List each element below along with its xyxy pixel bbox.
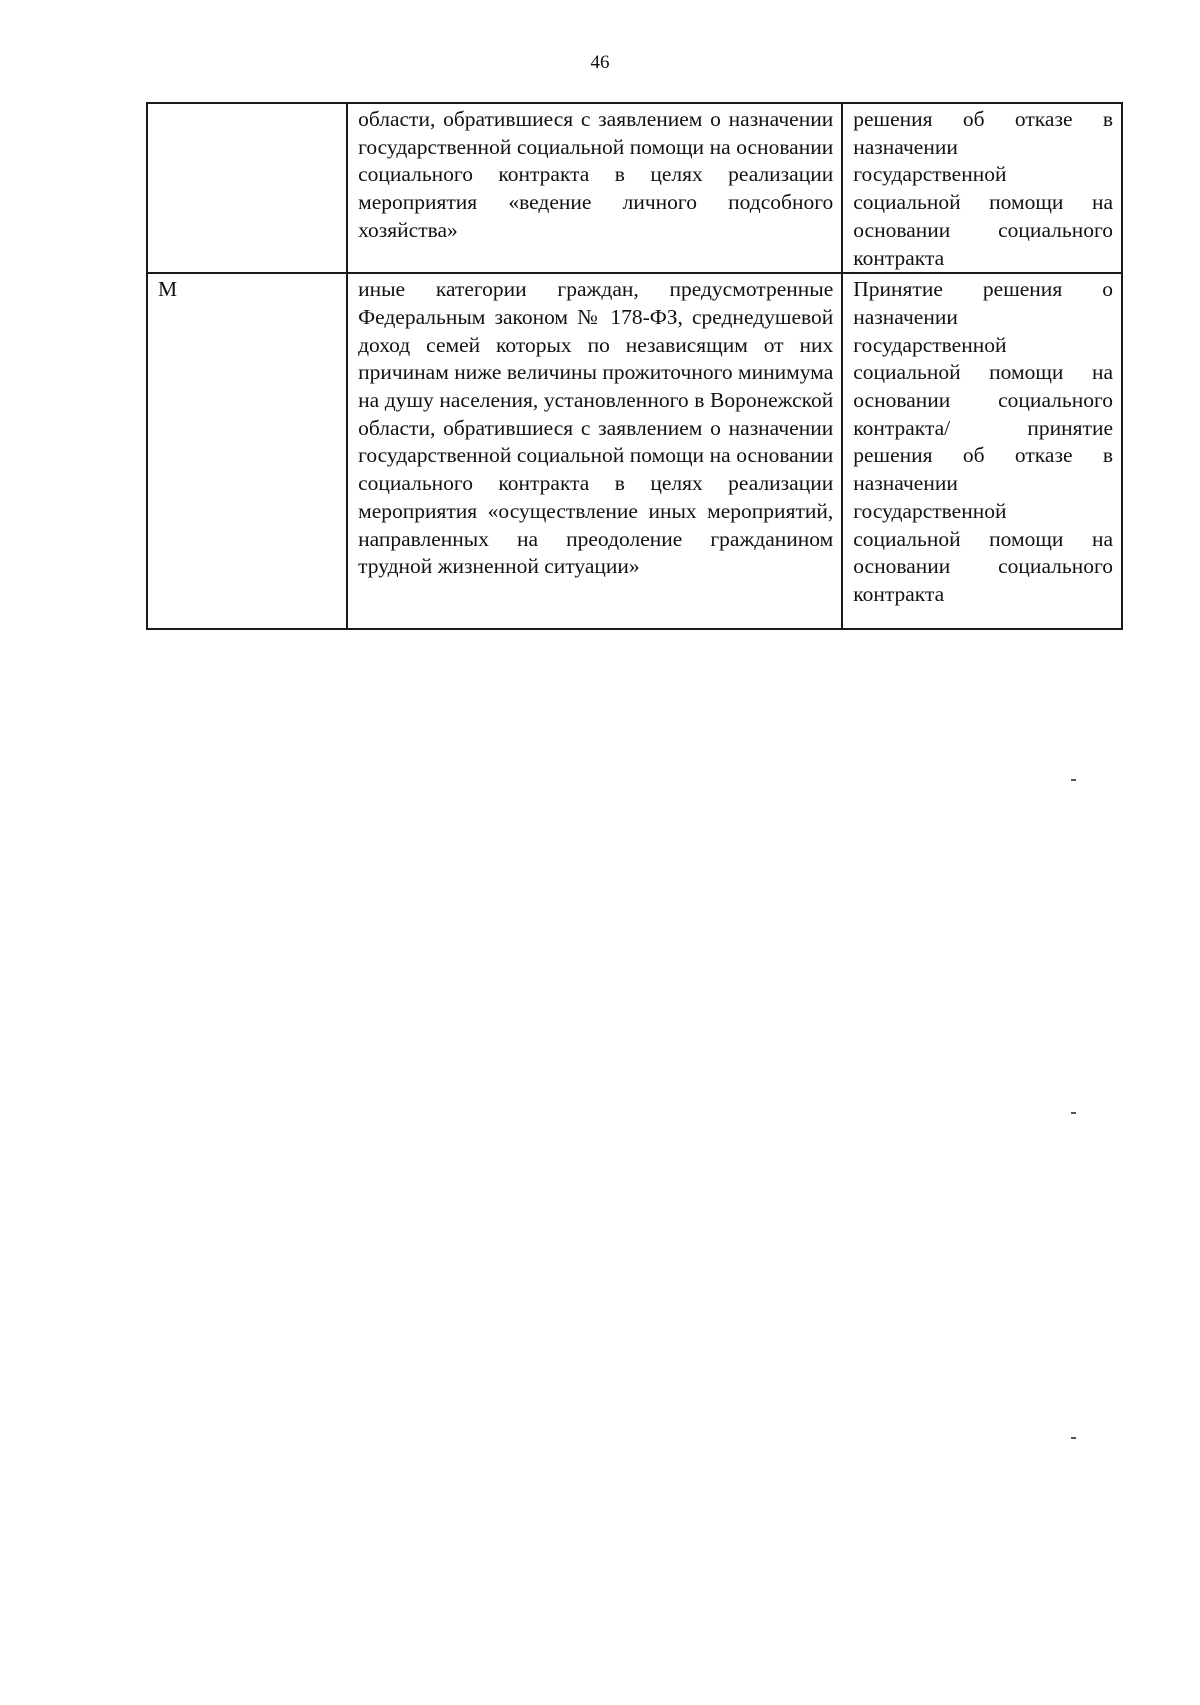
table-row	[147, 273, 1122, 629]
category-code-cell	[147, 103, 347, 273]
category-code-cell: М	[147, 273, 347, 629]
table-row	[147, 103, 1122, 273]
decision-result-cell: Принятие решения о назначении государственной социальной помощи на основании социального контракта/ принятие решения об отказе в назначении государственной социальной помощи на основании социального контракта	[842, 273, 1122, 629]
scan-speck	[1071, 1437, 1076, 1439]
category-description-cell: области, обратившиеся с заявлением о назначении государственной социальной помощи на основании социального контракта в целях реализации мероприятия «ведение личного подсобного хозяйства»	[347, 103, 842, 273]
document-table	[146, 102, 1123, 630]
decision-result-cell: решения об отказе в назначении государственной социальной помощи на основании социального контракта	[842, 103, 1122, 273]
page-number: 46	[590, 52, 610, 73]
scan-speck	[1071, 1112, 1076, 1114]
scan-speck	[1071, 779, 1076, 781]
category-description-cell: иные категории граждан, предусмотренные Федеральным законом № 178-ФЗ, среднедушевой доход семей которых по независящим от них причинам ниже величины прожиточного минимума на душу населения, установленного в Воронежской области, обратившиеся с заявлением о назначении государственной социальной помощи на основании социального контракта в целях реализации мероприятия «осуществление иных мероприятий, направленных на преодоление гражданином трудной жизненной ситуации»	[347, 273, 842, 629]
